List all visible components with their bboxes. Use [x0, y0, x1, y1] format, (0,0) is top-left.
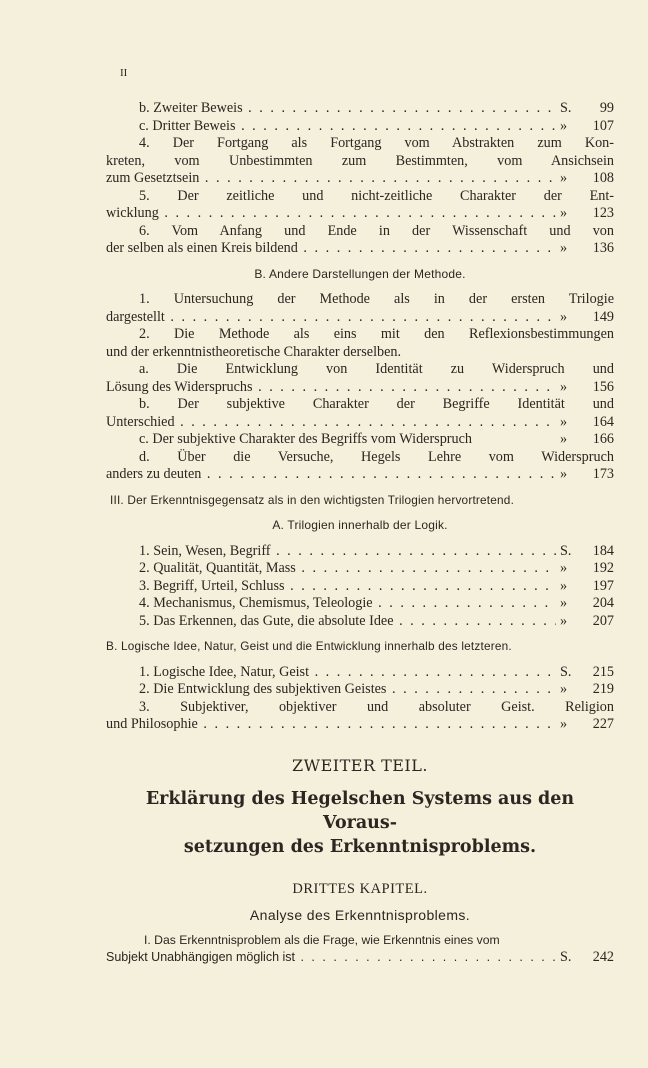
page-ref: 242 — [592, 949, 614, 965]
chapter-title: DRITTES KAPITEL. — [292, 880, 428, 897]
toc-entry-versuche-line1 — [106, 449, 614, 467]
toc-entry-erkenntnisproblem-line1 — [106, 932, 614, 950]
toc-entry-logik-4[interactable] — [106, 595, 614, 613]
page-prefix: » — [560, 681, 568, 697]
toc-entry-natur-1[interactable] — [106, 664, 614, 682]
part-title: ZWEITER TEIL. — [292, 755, 428, 775]
page-prefix: S. — [560, 663, 572, 680]
toc-entry-label: Subjekt Unabhängigen möglich ist . . . — [106, 949, 556, 967]
toc-entry-label: dargestellt . . . — [106, 309, 556, 327]
toc-entry-label: Lösung des Widerspruchs . . . — [106, 379, 556, 397]
toc-entry-label: c. Der subjektive Charakter des Begriffs vom Widerspruch — [139, 431, 473, 447]
toc-entry-label: zum Gesetztsein . . . — [106, 170, 556, 188]
toc-entry-logik-2[interactable] — [106, 560, 614, 578]
page-prefix: S. — [560, 100, 572, 116]
toc-entry-text: a. Die Entwicklung von Identität zu Widerspruch und — [139, 361, 614, 377]
toc-entry-label: c. Dritter Beweis . . . — [106, 118, 556, 136]
toc-entry-text: 6. Vom Anfang und Ende in der Wissenschaft und von — [139, 222, 614, 239]
toc-entry-text: 3. Subjektiver, objektiver und absoluter Geist. Religion — [139, 698, 614, 715]
toc-entry-natur-2[interactable] — [106, 681, 614, 699]
toc-entry-subjektiv-line1 — [106, 396, 614, 414]
page-prefix: » — [560, 560, 568, 576]
page-ref: 197 — [592, 577, 614, 594]
toc-entry-text: und der erkenntnistheoretische Charakter derselben. — [106, 343, 402, 360]
toc-entry-label: 2. Qualität, Quantität, Mass . . . — [106, 560, 556, 578]
toc-entry-methode-line2 — [106, 344, 614, 362]
toc-entry-logik-1[interactable] — [106, 543, 614, 561]
page-prefix: » — [560, 378, 568, 395]
page-ref: 164 — [592, 413, 614, 430]
page-prefix: S. — [560, 949, 572, 965]
page-prefix: » — [560, 413, 568, 430]
chapter-subtitle: Analyse des Erkenntnisproblems. — [249, 906, 471, 923]
page-ref: 166 — [592, 431, 614, 447]
toc-entry-fortgang[interactable] — [106, 170, 614, 188]
page-prefix: » — [560, 577, 568, 594]
page-ref: 215 — [592, 663, 614, 680]
section-heading-b: B. Andere Darstellungen der Methode. — [254, 266, 466, 281]
page-prefix: » — [560, 431, 568, 447]
page-prefix: » — [560, 716, 568, 732]
page-prefix: » — [560, 466, 568, 482]
part-subtitle-line1: Erklärung des Hegelschen Systems aus den Voraus- — [145, 788, 575, 833]
page-prefix: » — [560, 612, 568, 629]
toc-entry-label: 2. Die Entwicklung des subjektiven Geistes . . . — [106, 681, 556, 699]
toc-entry-widerspruch[interactable] — [106, 431, 614, 449]
section-heading-iii: III. Der Erkenntnisgegensatz als in den wichtigsten Trilogien hervortretend. — [110, 492, 515, 507]
toc-entry-text: I. Das Erkenntnisproblem als die Frage, wie Erkenntnis eines vom — [144, 932, 500, 947]
toc-entry-text: 2. Die Methode als eins mit den Reflexionsbestimmungen — [139, 326, 614, 342]
toc-entry-logik-3[interactable] — [106, 578, 614, 596]
page-ref: 149 — [592, 308, 614, 325]
toc-entry-geist-line1 — [106, 699, 614, 717]
page-ref: 108 — [592, 170, 614, 186]
page-number: II — [120, 67, 128, 79]
page-prefix: » — [560, 117, 568, 134]
toc-entry-text: 5. Der zeitliche und nicht-zeitliche Charakter der Ent- — [139, 187, 614, 204]
page-prefix: » — [560, 240, 568, 256]
toc-entry-label: und Philosophie . . . — [106, 716, 556, 734]
toc-entry-anfang[interactable] — [106, 240, 614, 258]
page-ref: 204 — [592, 595, 614, 611]
toc-entry-zweiter-beweis[interactable] — [106, 100, 614, 118]
section-heading-iii-a: A. Trilogien innerhalb der Logik. — [272, 518, 448, 532]
page-ref: 184 — [592, 542, 614, 559]
toc-entry-dritter-beweis[interactable] — [106, 118, 614, 136]
toc-entry-versuche[interactable] — [106, 466, 614, 484]
page-ref: 136 — [592, 240, 614, 256]
page-ref: 107 — [592, 117, 614, 134]
toc-entry-label: 4. Mechanismus, Chemismus, Teleologie . . . — [106, 595, 556, 613]
page-prefix: » — [560, 308, 568, 325]
page-ref: 123 — [592, 205, 614, 221]
toc-entry-text: b. Der subjektive Charakter der Begriffe Identität und — [139, 396, 614, 412]
toc-entry-identitaet-line1 — [106, 361, 614, 379]
toc-entry-subjektiv[interactable] — [106, 414, 614, 432]
toc-entry-geist[interactable] — [106, 716, 614, 734]
table-of-contents — [106, 100, 614, 967]
toc-entry-fortgang-line2 — [106, 153, 614, 171]
toc-entry-text: 1. Untersuchung der Methode als in der ersten Trilogie — [139, 291, 614, 307]
toc-entry-untersuchung-line1 — [106, 291, 614, 309]
toc-entry-untersuchung[interactable] — [106, 309, 614, 327]
page-prefix: » — [560, 595, 568, 611]
toc-entry-text: kreten, vom Unbestimmten zum Bestimmten, vom Ansichsein — [106, 152, 614, 169]
toc-entry-label: anders zu deuten . . . — [106, 466, 556, 484]
toc-entry-label: 3. Begriff, Urteil, Schluss . . . — [106, 578, 556, 596]
toc-entry-zeitliche-line1 — [106, 188, 614, 206]
toc-entry-zeitliche[interactable] — [106, 205, 614, 223]
toc-entry-label: 5. Das Erkennen, das Gute, die absolute Idee . . . — [106, 613, 556, 631]
toc-entry-fortgang-line1 — [106, 135, 614, 153]
part-subtitle-line2: setzungen des Erkenntnisproblems. — [183, 836, 537, 857]
page-prefix: » — [560, 170, 568, 186]
toc-entry-methode-line1 — [106, 326, 614, 344]
toc-entry-label: wicklung . . . — [106, 205, 556, 223]
toc-entry-label: b. Zweiter Beweis . . . — [106, 100, 556, 118]
toc-entry-label: 1. Logische Idee, Natur, Geist . . . — [106, 664, 556, 682]
toc-entry-anfang-line1 — [106, 223, 614, 241]
page-ref: 207 — [592, 612, 614, 629]
toc-entry-label: 1. Sein, Wesen, Begriff . . . — [106, 543, 556, 561]
toc-entry-text: 4. Der Fortgang als Fortgang vom Abstrakten zum Kon- — [139, 135, 614, 151]
toc-entry-text: d. Über die Versuche, Hegels Lehre vom Widerspruch — [139, 448, 614, 465]
page-ref: 173 — [592, 466, 614, 482]
page-ref: 99 — [599, 100, 614, 116]
section-heading-iii-b: B. Logische Idee, Natur, Geist und die Entwicklung innerhalb des letzteren. — [106, 639, 512, 653]
page-prefix: S. — [560, 542, 572, 559]
page-ref: 227 — [592, 716, 614, 732]
toc-entry-erkenntnisproblem[interactable] — [106, 949, 614, 967]
toc-entry-label: Unterschied . . . — [106, 414, 556, 432]
page-prefix: » — [560, 205, 568, 221]
page-ref: 156 — [592, 378, 614, 395]
toc-entry-identitaet[interactable] — [106, 379, 614, 397]
toc-entry-label: der selben als einen Kreis bildend . . . — [106, 240, 556, 258]
page-ref: 219 — [592, 681, 614, 697]
page-ref: 192 — [592, 560, 614, 576]
toc-entry-logik-5[interactable] — [106, 613, 614, 631]
